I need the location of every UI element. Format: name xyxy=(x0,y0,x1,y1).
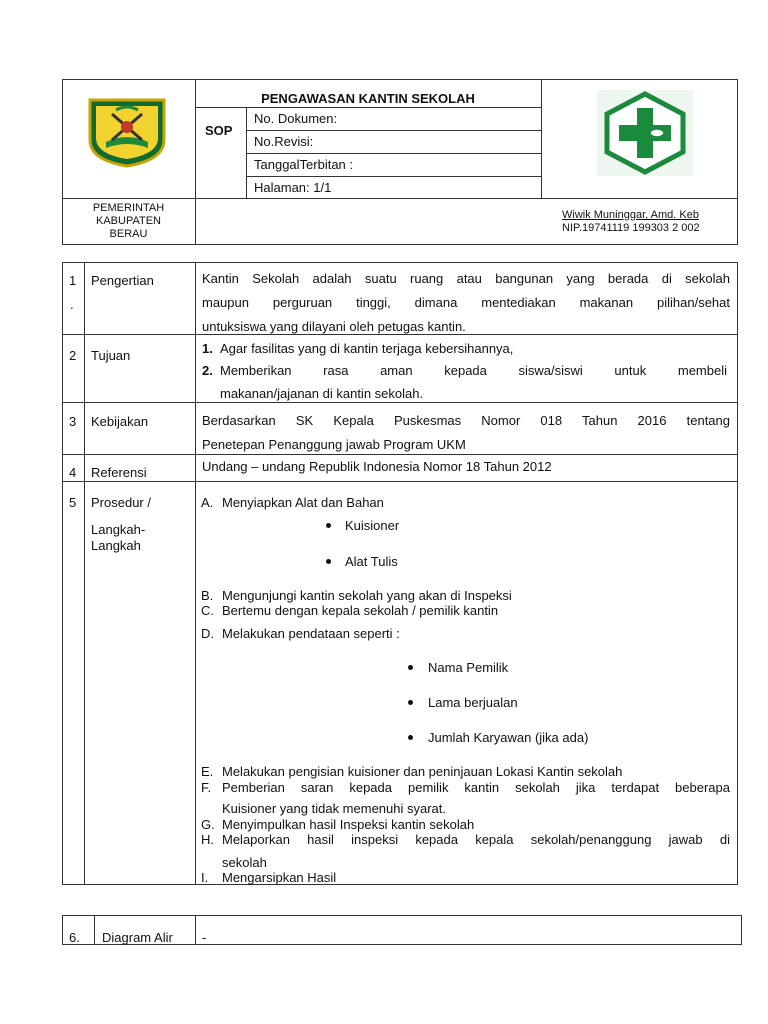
signer-nip: NIP.19741119 199303 2 002 xyxy=(562,222,700,234)
step-b-marker: B. xyxy=(201,588,214,603)
row-3-number: 3 xyxy=(69,414,77,429)
step-e-text: Melakukan pengisian kuisioner dan peninjauan Lokasi Kantin sekolah xyxy=(222,764,623,779)
row-5-number: 5 xyxy=(69,495,77,510)
step-f-text: Pemberian saran kepada pemilik kantin sekolah jika terdapat beberapa xyxy=(222,780,730,795)
row-3-line-1: Berdasarkan SK Kepala Puskesmas Nomor 018 Tahun 2016 tentang xyxy=(202,413,730,428)
step-i-marker: I. xyxy=(201,870,209,885)
step-d-bullet-1: Nama Pemilik xyxy=(428,660,509,675)
content-divider-num xyxy=(84,262,85,885)
field-no-revisi: No.Revisi: xyxy=(254,134,314,149)
sop-label: SOP xyxy=(205,123,233,138)
row-4-value: Undang – undang Republik Indonesia Nomor 18 Tahun 2012 xyxy=(202,459,552,474)
row-1-number: 1 xyxy=(69,273,77,288)
step-b-text: Mengunjungi kantin sekolah yang akan di Inspeksi xyxy=(222,588,512,603)
step-d-bullet-2: Lama berjualan xyxy=(428,695,518,710)
step-a-bullet-2: Alat Tulis xyxy=(345,554,398,569)
tujuan-item-1: Agar fasilitas yang di kantin terjaga kebersihannya, xyxy=(220,341,514,356)
row-4-label: Referensi xyxy=(91,465,147,480)
bullet-icon xyxy=(326,559,331,564)
field-divider xyxy=(246,130,541,131)
row-divider xyxy=(62,402,738,403)
row-1-number-suffix: . xyxy=(70,297,74,312)
step-i-text: Mengarsipkan Hasil xyxy=(222,870,337,885)
step-d-marker: D. xyxy=(201,626,214,641)
org-line-3: BERAU xyxy=(109,228,148,240)
row-divider xyxy=(62,481,738,482)
row-2-label: Tujuan xyxy=(91,348,131,363)
step-c-text: Bertemu dengan kepala sekolah / pemilik kantin xyxy=(222,603,499,618)
step-h-cont: sekolah xyxy=(222,855,267,870)
header-divider-bottom xyxy=(62,198,738,199)
row-divider xyxy=(62,454,738,455)
row-4-number: 4 xyxy=(69,465,77,480)
step-c-marker: C. xyxy=(201,603,214,618)
row-1-label: Pengertian xyxy=(91,273,154,288)
row-2-number: 2 xyxy=(69,348,77,363)
puskesmas-logo-icon xyxy=(597,90,693,176)
field-tanggal-terbitan: TanggalTerbitan : xyxy=(254,157,354,172)
bullet-icon xyxy=(408,735,413,740)
row-1-line-3: untuksiswa yang dilayani oleh petugas kantin. xyxy=(202,319,466,334)
tujuan-item-2-cont: makanan/jajanan di kantin sekolah. xyxy=(220,386,424,401)
field-no-dokumen: No. Dokumen: xyxy=(254,111,338,126)
org-line-2: KABUPATEN xyxy=(96,215,161,227)
step-f-marker: F. xyxy=(201,780,212,795)
step-d-bullet-3: Jumlah Karyawan (jika ada) xyxy=(428,730,589,745)
tujuan-marker-2: 2. xyxy=(202,363,213,378)
row-1-line-1: Kantin Sekolah adalah suatu ruang atau bangunan yang berada di sekolah xyxy=(202,271,730,286)
step-e-marker: E. xyxy=(201,764,214,779)
field-divider xyxy=(246,176,541,177)
content-divider-label xyxy=(195,262,196,885)
row-5-label-2: Langkah- xyxy=(91,522,146,537)
tujuan-item-2: Memberikan rasa aman kepada siswa/siswi untuk membeli xyxy=(220,363,727,378)
step-g-text: Menyimpulkan hasil Inspeksi kantin sekolah xyxy=(222,817,475,832)
row-5-label-3: Langkah xyxy=(91,538,141,553)
signer-name: Wiwik Muninggar, Amd. Keb xyxy=(562,209,699,221)
row-3-label: Kebijakan xyxy=(91,414,149,429)
diagram-divider-label xyxy=(195,915,196,945)
row-1-line-2: maupun perguruan tinggi, dimana mentediakan makanan pilihan/sehat xyxy=(202,295,730,310)
org-line-1: PEMERINTAH xyxy=(92,202,165,214)
document-title: PENGAWASAN KANTIN SEKOLAH xyxy=(261,91,475,106)
step-a-bullet-1: Kuisioner xyxy=(345,518,400,533)
field-halaman: Halaman: 1/1 xyxy=(254,180,332,195)
bullet-icon xyxy=(408,700,413,705)
step-a-text: Menyiapkan Alat dan Bahan xyxy=(222,495,384,510)
row-6-number: 6. xyxy=(69,930,80,945)
row-6-label: Diagram Alir xyxy=(102,930,173,945)
bullet-icon xyxy=(408,665,413,670)
header-divider-fields xyxy=(541,79,542,199)
bullet-icon xyxy=(326,523,331,528)
diagram-divider-num xyxy=(94,915,95,945)
row-5-label-1: Prosedur / xyxy=(91,495,151,510)
tujuan-marker-1: 1. xyxy=(202,341,213,356)
regency-coat-of-arms-icon xyxy=(86,96,168,168)
field-divider xyxy=(246,153,541,154)
step-g-marker: G. xyxy=(201,817,215,832)
row-6-value: - xyxy=(202,930,207,945)
step-h-text: Melaporkan hasil inspeksi kepada kepala sekolah/penanggung jawab di xyxy=(222,832,730,847)
step-h-marker: H. xyxy=(201,832,214,847)
row-3-line-2: Penetepan Penanggung jawab Program UKM xyxy=(202,437,466,452)
step-a-marker: A. xyxy=(201,495,214,510)
step-f-cont: Kuisioner yang tidak memenuhi syarat. xyxy=(222,801,447,816)
step-d-text: Melakukan pendataan seperti : xyxy=(222,626,400,641)
